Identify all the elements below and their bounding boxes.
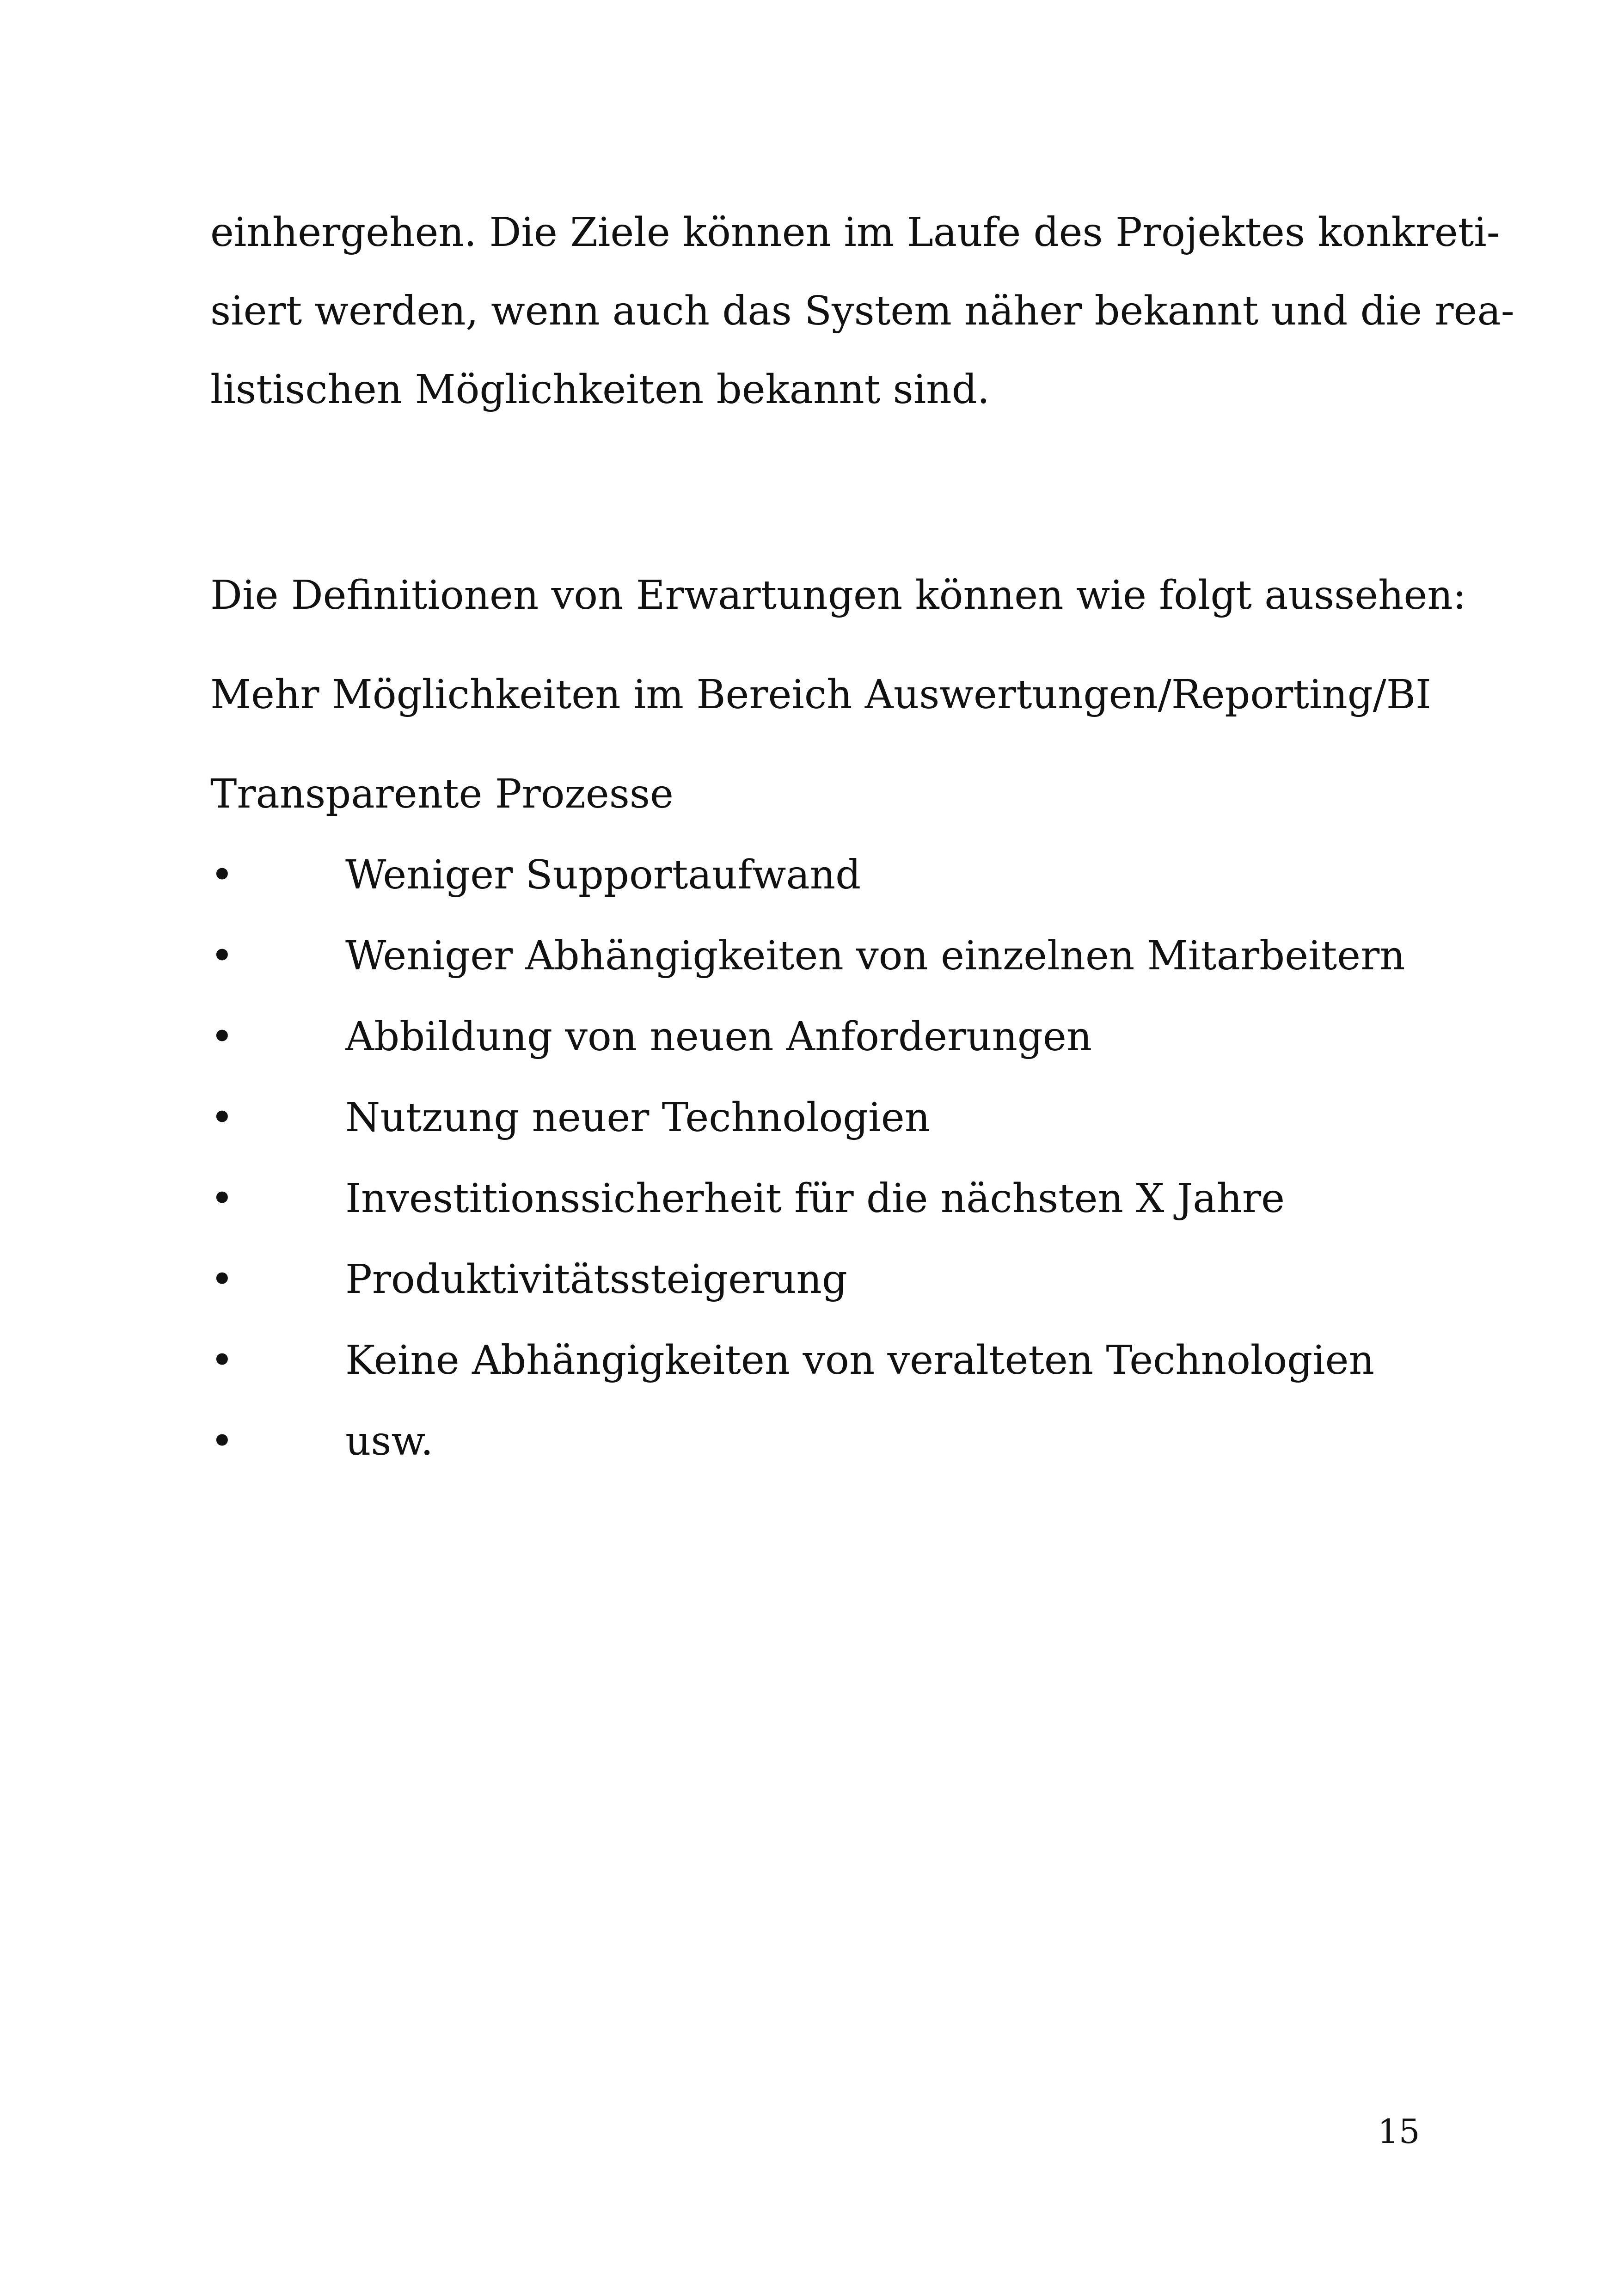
expectations-intro: Die Definitionen von Erwartungen können wie folgt aussehen: <box>210 572 1466 618</box>
list-item-text: Abbildung von neuen Anforderungen <box>345 1014 1092 1060</box>
bullet-icon: • <box>210 852 234 898</box>
paragraph-line-1: einhergehen. Die Ziele können im Laufe des Projektes konkreti- <box>210 209 1500 256</box>
bullet-icon: • <box>210 1418 234 1464</box>
page-number: 15 <box>1378 2112 1420 2151</box>
list-item-text: Investitionssicherheit für die nächsten X Jahre <box>345 1176 1285 1222</box>
list-item-text: Produktivitätssteigerung <box>345 1256 847 1303</box>
paragraph-line-2: siert werden, wenn auch das System näher bekannt und die rea- <box>210 288 1514 334</box>
bullet-icon: • <box>210 1176 234 1222</box>
bullet-icon: • <box>210 1256 234 1303</box>
expectation-processes: Transparente Prozesse <box>210 771 674 817</box>
paragraph-line-3: listischen Möglichkeiten bekannt sind. <box>210 367 990 413</box>
list-item-text: Keine Abhängigkeiten von veralteten Technologien <box>345 1337 1374 1384</box>
bullet-icon: • <box>210 1014 234 1060</box>
list-item-text: Nutzung neuer Technologien <box>345 1095 931 1141</box>
list-item-text: Weniger Supportaufwand <box>345 852 861 898</box>
bullet-icon: • <box>210 1095 234 1141</box>
list-item-text: Weniger Abhängigkeiten von einzelnen Mitarbeitern <box>345 933 1405 979</box>
expectation-reporting: Mehr Möglichkeiten im Bereich Auswertungen/Reporting/BI <box>210 672 1431 718</box>
list-item-text: usw. <box>345 1418 434 1464</box>
bullet-icon: • <box>210 1337 234 1384</box>
bullet-icon: • <box>210 933 234 979</box>
